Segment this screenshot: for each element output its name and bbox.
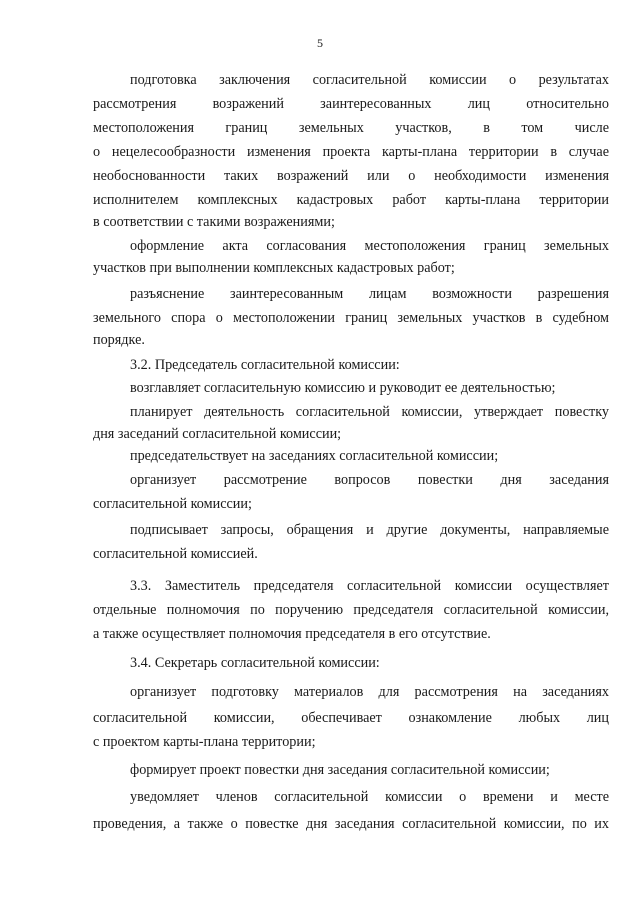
text-line: рассмотрения возражений заинтересованных лиц относительно — [93, 96, 609, 112]
text-line: необоснованности таких возражений или о необходимости изменения — [93, 168, 609, 184]
text-line: с проектом карты-плана территории; — [93, 734, 316, 750]
section-heading: 3.4. Секретарь согласительной комиссии: — [130, 655, 380, 671]
text-line: проведения, а также о повестке дня заседания согласительной комиссии, по их — [93, 816, 609, 832]
text-line: о нецелесообразности изменения проекта карты-плана территории в случае — [93, 144, 609, 160]
text-line: в соответствии с такими возражениями; — [93, 214, 335, 230]
text-line: отдельные полномочия по поручению председателя согласительной комиссии, — [93, 602, 609, 618]
text-line: а также осуществляет полномочия председателя в его отсутствие. — [93, 626, 491, 642]
text-line: 3.3. Заместитель председателя согласительной комиссии осуществляет — [130, 578, 609, 594]
text-line: председательствует на заседаниях согласительной комиссии; — [130, 448, 499, 464]
text-line: порядке. — [93, 332, 145, 348]
text-line: разъяснение заинтересованным лицам возможности разрешения — [130, 286, 609, 302]
text-line: планирует деятельность согласительной комиссии, утверждает повестку — [130, 404, 609, 420]
section-heading: 3.2. Председатель согласительной комиссии: — [130, 357, 400, 373]
text-line: согласительной комиссии, обеспечивает ознакомление любых лиц — [93, 710, 609, 726]
text-line: участков при выполнении комплексных кадастровых работ; — [93, 260, 455, 276]
text-line: местоположения границ земельных участков, в том числе — [93, 120, 609, 136]
text-line: формирует проект повестки дня заседания согласительной комиссии; — [130, 762, 550, 778]
text-line: возглавляет согласительную комиссию и руководит ее деятельностью; — [130, 380, 556, 396]
text-line: согласительной комиссии; — [93, 496, 252, 512]
text-line: организует подготовку материалов для рассмотрения на заседаниях — [130, 684, 609, 700]
text-line: подписывает запросы, обращения и другие документы, направляемые — [130, 522, 609, 538]
text-line: земельного спора о местоположении границ земельных участков в судебном — [93, 310, 609, 326]
text-line: исполнителем комплексных кадастровых работ карты-плана территории — [93, 192, 609, 208]
text-line: согласительной комиссией. — [93, 546, 258, 562]
page-number: 5 — [317, 36, 323, 50]
text-line: оформление акта согласования местоположения границ земельных — [130, 238, 609, 254]
text-line: организует рассмотрение вопросов повестки дня заседания — [130, 472, 609, 488]
text-line: уведомляет членов согласительной комиссии о времени и месте — [130, 789, 609, 805]
text-line: подготовка заключения согласительной комиссии о результатах — [130, 72, 609, 88]
text-line: дня заседаний согласительной комиссии; — [93, 426, 342, 442]
